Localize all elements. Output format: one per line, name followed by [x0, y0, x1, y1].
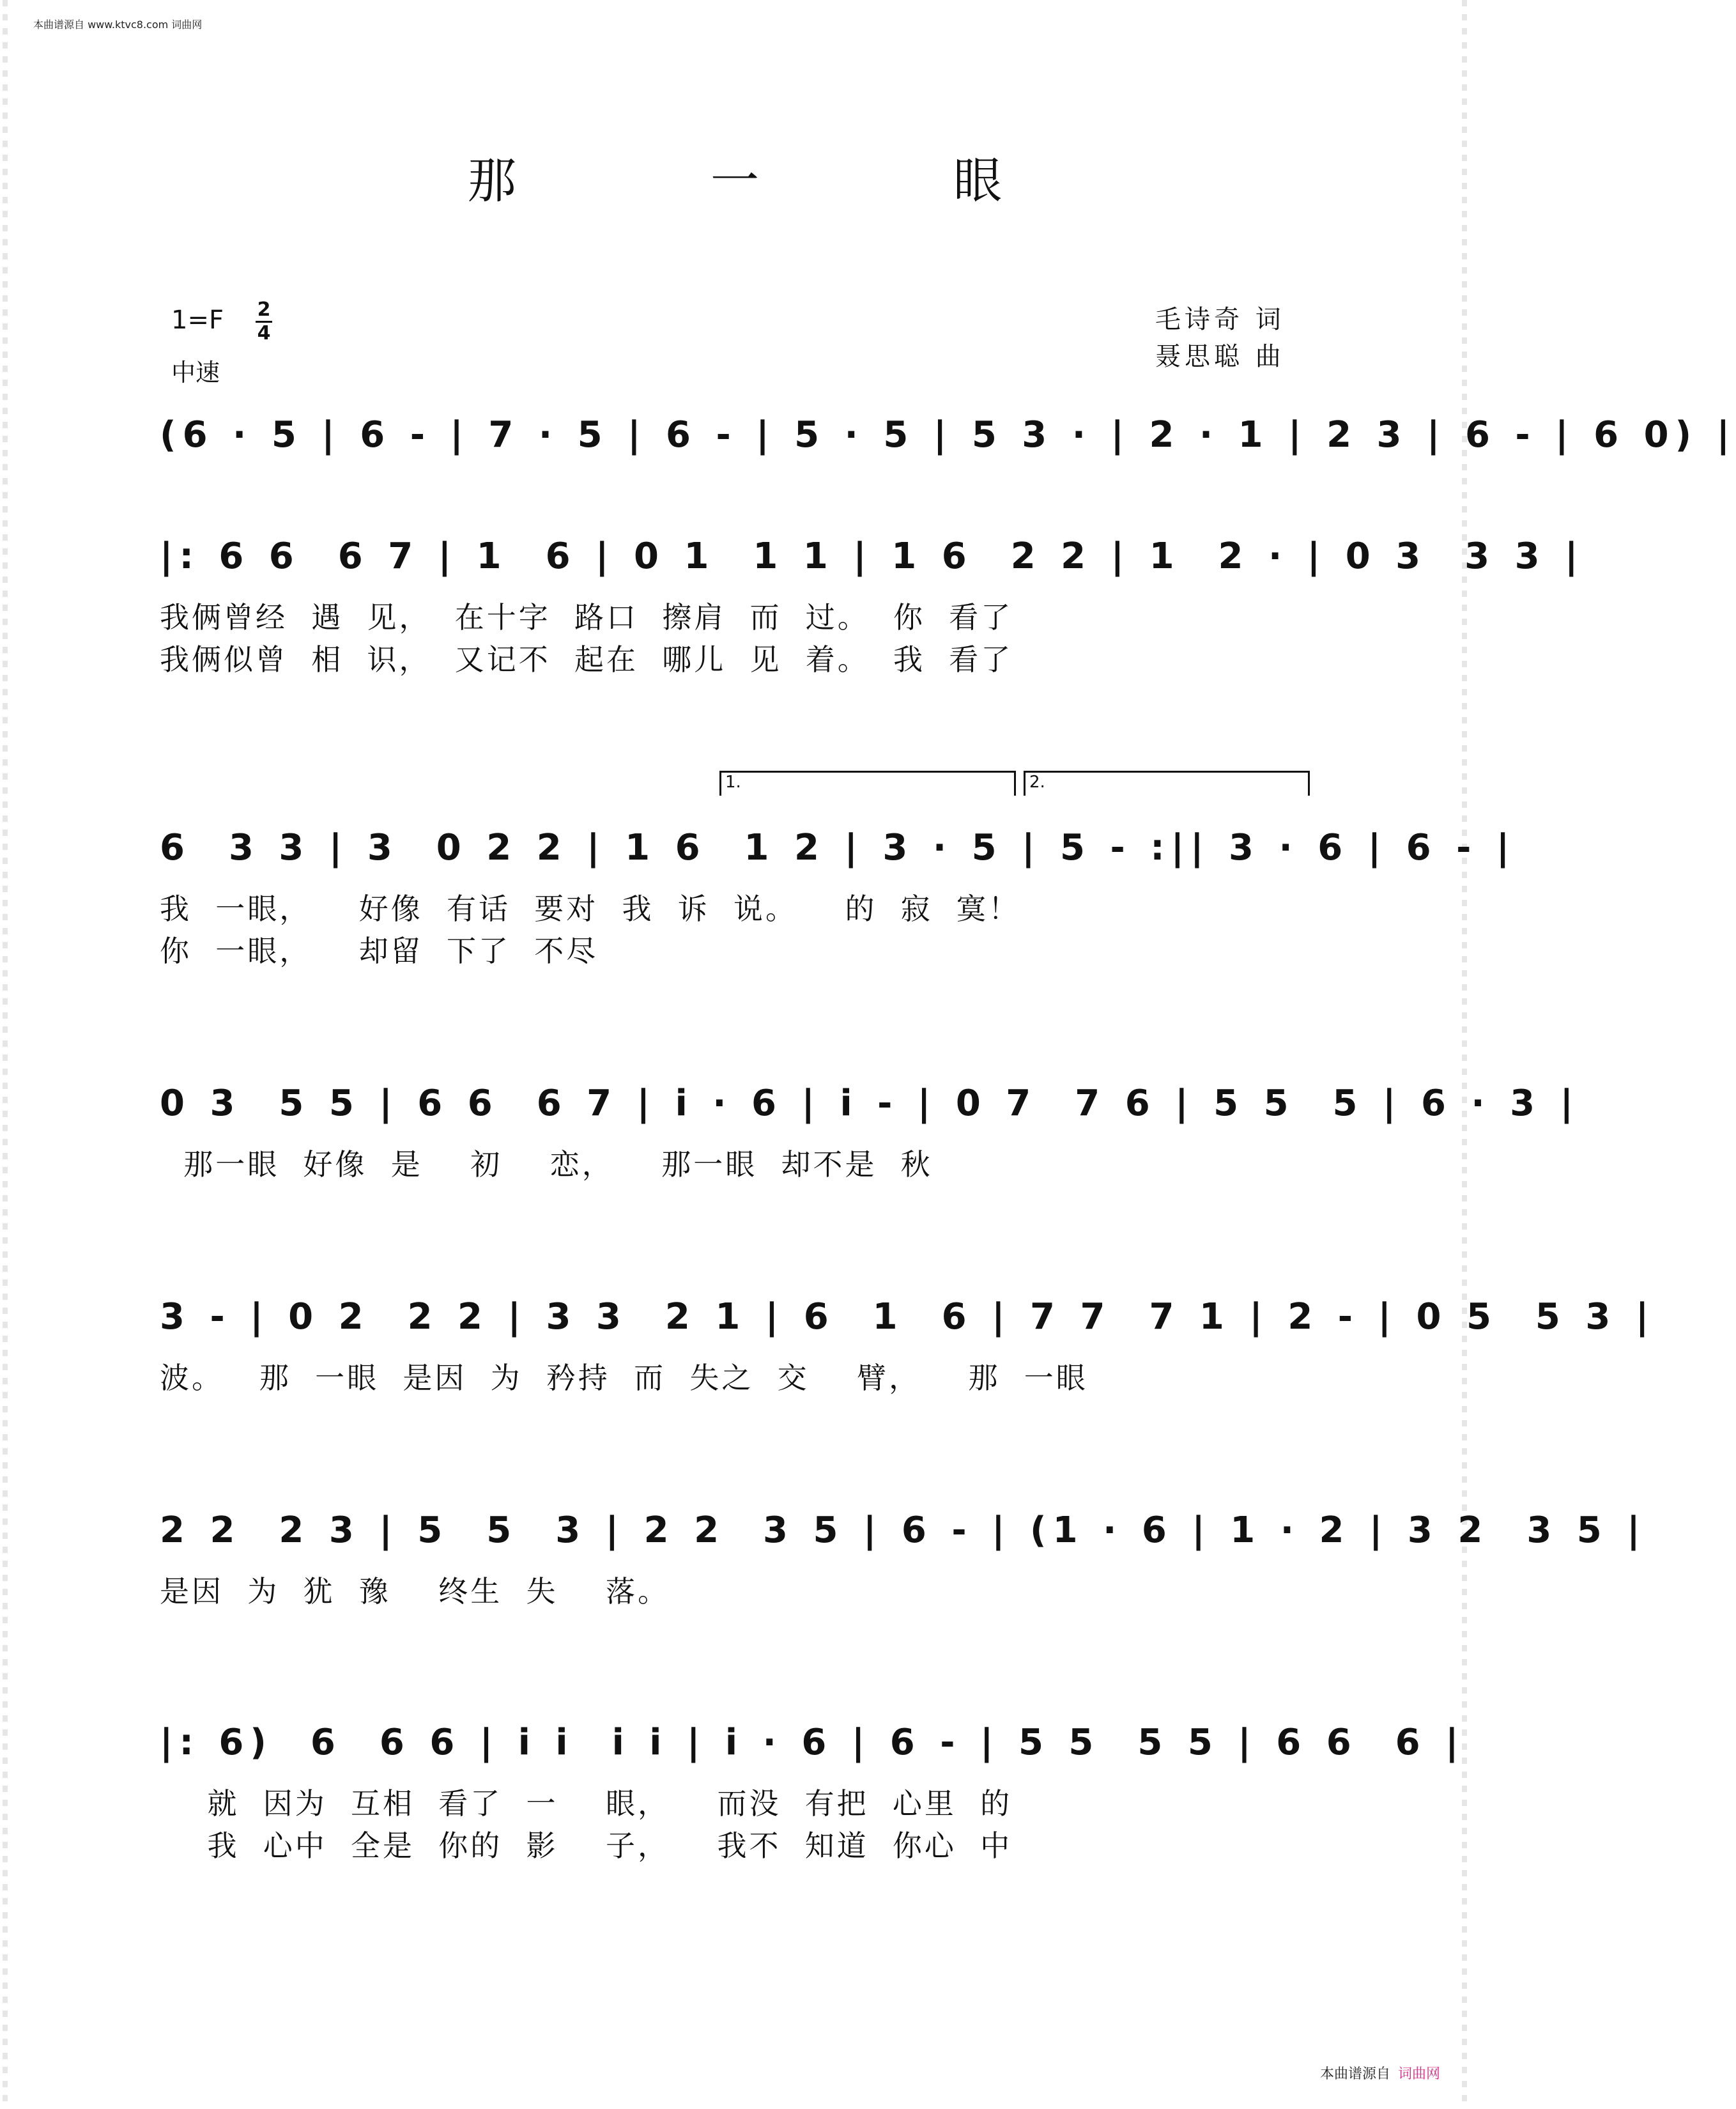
header-source-text: 本曲谱源自 www.ktvc8.com 词曲网: [33, 19, 203, 31]
lyric-verse-1: 我 一眼， 好像 有话 要对 我 诉 说。 的 寂 寞！: [160, 892, 1020, 926]
notes-line: |: 6) 6 6 6 | i i i i | i · 6 | 6 - | 5 5 5 5 | 6 6 6 |: [160, 1722, 1465, 1763]
lyric-verse-1: 波。 那 一眼 是因 为 矜持 而 失之 交 臂， 那 一眼: [160, 1361, 1088, 1395]
lyricist-credit: 毛诗奇 词: [1155, 305, 1285, 334]
footer-source: [1320, 2063, 1440, 2083]
notes-line: 6 3 3 | 3 0 2 2 | 1 6 1 2 | 3 · 5 | 5 - :|| 3 · 6 | 6 - |: [160, 827, 1516, 869]
lyric-verse-2: 我 心中 全是 你的 影 子， 我不 知道 你心 中: [160, 1828, 1013, 1863]
lyric-verse-1: 是因 为 犹 豫 终生 失 落。: [160, 1574, 670, 1609]
footer-site-link[interactable]: 词曲网: [1397, 2066, 1440, 2082]
key-signature: 1=F: [171, 305, 224, 335]
volta-second: [1024, 771, 1310, 796]
notes-line: 2 2 2 3 | 5 5 3 | 2 2 3 5 | 6 - | (1 · 6 | 1 · 2 | 3 2 3 5 |: [160, 1510, 1647, 1551]
tempo-marking: 中速: [171, 359, 220, 387]
lyric-verse-2: 你 一眼， 却留 下了 不尽: [160, 934, 599, 968]
notes-line: 0 3 5 5 | 6 6 6 7 | i · 6 | i - | 0 7 7 6 | 5 5 5 | 6 · 3 |: [160, 1083, 1580, 1124]
lyric-verse-1: 那一眼 好像 是 初 恋， 那一眼 却不是 秋: [160, 1147, 933, 1182]
time-top: 2: [257, 298, 271, 321]
song-title: 那 一 眼: [467, 152, 1092, 209]
lyric-verse-1: 我俩曾经 遇 见， 在十字 路口 擦肩 而 过。 你 看了: [160, 600, 1013, 635]
volta-first-label: 1.: [725, 773, 741, 792]
lyric-verse-1: 就 因为 互相 看了 一 眼， 而没 有把 心里 的: [160, 1786, 1013, 1821]
notes-line: (6 · 5 | 6 - | 7 · 5 | 6 - | 5 · 5 | 5 3 · | 2 · 1 | 2 3 | 6 - | 6 0) |: [160, 414, 1736, 456]
notes-line: 3 - | 0 2 2 2 | 3 3 2 1 | 6 1 6 | 7 7 7 1 | 2 - | 0 5 5 3 |: [160, 1296, 1655, 1338]
lyric-verse-2: 我俩似曾 相 识， 又记不 起在 哪儿 见 着。 我 看了: [160, 642, 1013, 677]
composer-credit: 聂思聪 曲: [1155, 342, 1285, 371]
volta-second-label: 2.: [1029, 773, 1045, 792]
notes-line: |: 6 6 6 7 | 1 6 | 0 1 1 1 | 1 6 2 2 | 1 2 · | 0 3 3 3 |: [160, 536, 1585, 577]
left-edge-strip: [3, 0, 8, 2109]
time-signature: [256, 300, 272, 343]
footer-source-text: 本曲谱源自: [1319, 2066, 1390, 2082]
time-bottom: 4: [257, 322, 271, 344]
right-edge-strip: [1462, 0, 1467, 2109]
volta-first: [719, 771, 1016, 796]
